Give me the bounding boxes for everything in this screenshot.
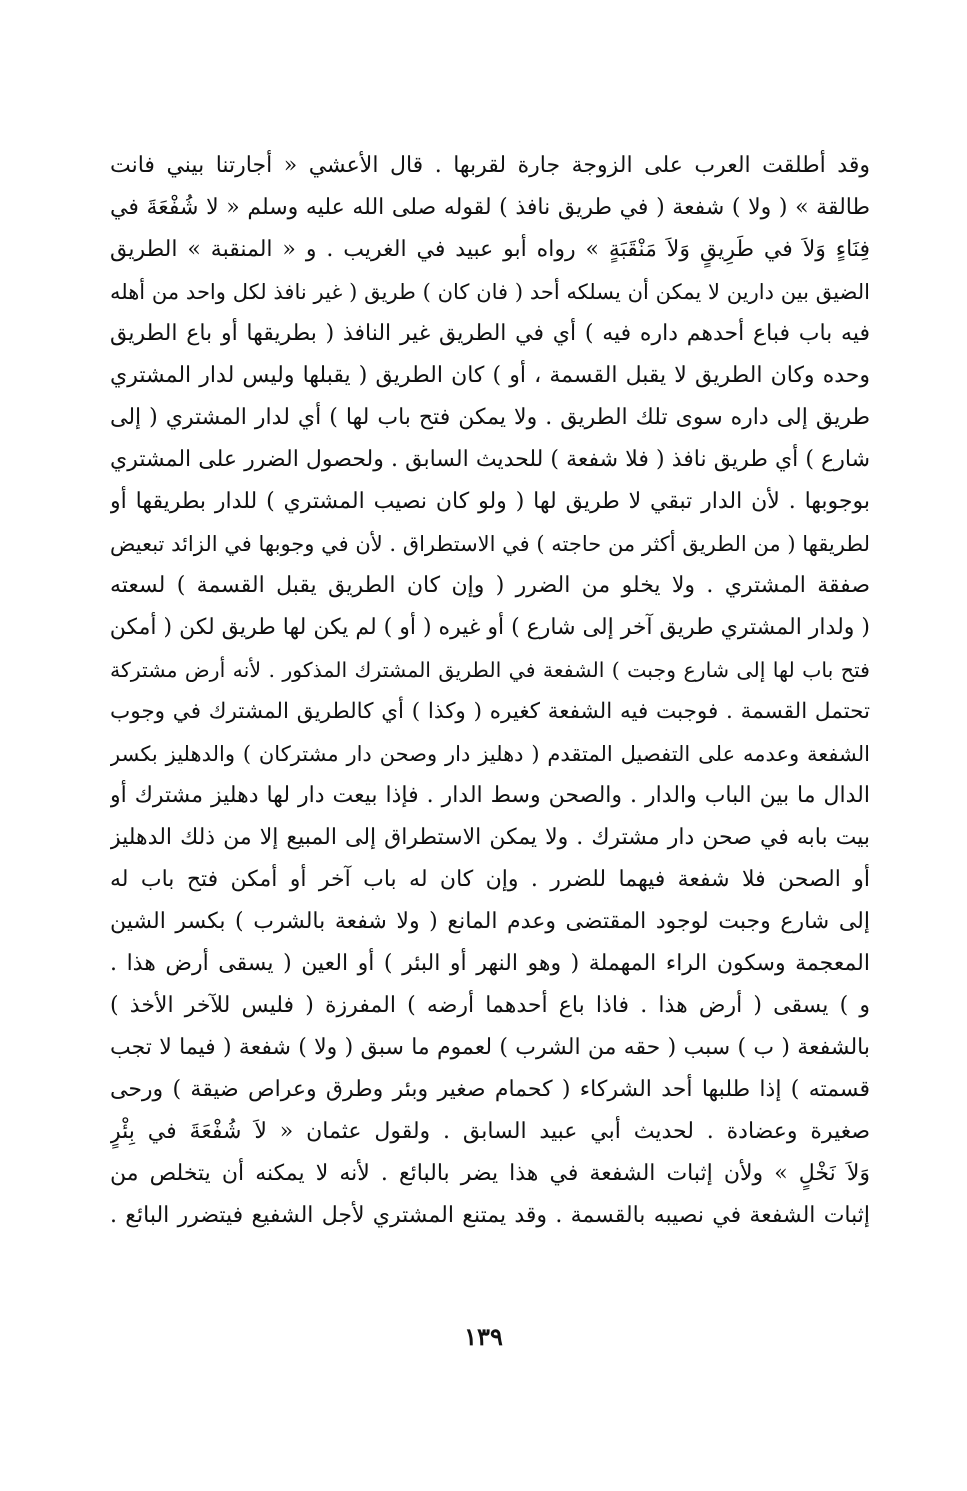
text-line: صغيرة وعضادة . لحديث أبي عبيد السابق . ولقول عثمان « لاَ شُفْعَةَ في بِئْرٍ bbox=[110, 1119, 870, 1144]
text-line: فتح باب لها إلى شارع وجبت ) الشفعة في الطريق المشترك المذكور . لأنه أرض مشتركة bbox=[110, 658, 870, 682]
text-line: صفقة المشتري . ولا يخلو من الضرر ( وإن كان الطريق يقبل القسمة ) لسعته bbox=[110, 573, 870, 598]
text-line: وقد أطلقت العرب على الزوجة جارة لقربها . قال الأعشي « أجارتنا بيني فانت bbox=[110, 153, 870, 178]
text-line: فيه باب فباع أحدهم داره فيه ) أي في الطريق غير النافذ ( بطريقها أو باع الطريق bbox=[110, 321, 870, 346]
body-text bbox=[110, 145, 870, 1237]
text-line: طالقة » ( ولا ) شفعة ( في طريق نافذ ) لقوله صلى الله عليه وسلم « لا شُفْعَةَ في bbox=[110, 195, 870, 220]
text-line: إلى شارع وجبت لوجود المقتضى وعدم المانع ( ولا شفعة بالشرب ) بكسر الشين bbox=[110, 909, 870, 934]
text-line: أو الصحن فلا شفعة فيهما للضرر . وإن كان له باب آخر أو أمكن فتح باب له bbox=[110, 867, 870, 892]
text-line: طريق إلى داره سوى تلك الطريق . ولا يمكن فتح باب لها ) أي لدار المشتري ( إلى bbox=[110, 405, 870, 430]
text-line: تحتمل القسمة . فوجبت فيه الشفعة كغيره ( وكذا ) أي كالطريق المشترك في وجوب bbox=[110, 699, 870, 724]
text-line: بيت بابه في صحن دار مشترك . ولا يمكن الاستطراق إلى المبيع إلا من ذلك الدهليز bbox=[110, 825, 870, 850]
text-line: بالشفعة ( ب ) سبب ( حقه من الشرب ) لعموم ما سبق ( ولا ) شفعة ( فيما لا تجب bbox=[110, 1035, 870, 1060]
text-line: وحده وكان الطريق لا يقبل القسمة ، أو ) كان الطريق ( يقبلها وليس لدار المشتري bbox=[110, 363, 870, 388]
text-line: و ) يسقى ( أرض هذا . فاذا باع أحدهما أرضه ) المفرزة ( فليس للآخر الأخذ ) bbox=[110, 993, 870, 1018]
text-line: الدال ما بين الباب والدار . والصحن وسط الدار . فإذا بيعت دار لها دهليز مشترك أو bbox=[110, 783, 870, 808]
text-line: إثبات الشفعة في نصيبه بالقسمة . وقد يمتنع المشتري لأجل الشفيع فيتضرر البائع . bbox=[110, 1203, 870, 1228]
text-line: فِنَاءٍ وَلاَ في طَرِيقٍ وَلاَ مَنْقَبَةٍ » رواه أبو عبيد في الغريب . و « المنقبة » الطريق bbox=[110, 237, 870, 262]
text-line: وَلاَ نَخْلٍ » ولأن إثبات الشفعة في هذا يضر بالبائع . لأنه لا يمكنه أن يتخلص من bbox=[110, 1161, 870, 1186]
text-line: ( ولدار المشتري طريق آخر إلى شارع ) أو غيره ( أو ) لم يكن لها طريق لكن ( أمكن bbox=[110, 615, 870, 640]
text-line: بوجوبها . لأن الدار تبقي لا طريق لها ( ولو كان نصيب المشتري ) للدار بطريقها أو bbox=[110, 489, 870, 514]
text-line: الشفعة وعدمه على التفصيل المتقدم ( دهليز دار وصحن دار مشتركان ) والدهليز بكسر bbox=[110, 742, 870, 766]
page-number: ١٣٩ bbox=[464, 1322, 503, 1351]
text-line: شارع ) أي طريق نافذ ( فلا شفعة ) للحديث السابق . ولحصول الضرر على المشتري bbox=[110, 447, 870, 472]
text-line: قسمته ) إذا طلبها أحد الشركاء ( كحمام صغير وبئر وطرق وعراص ضيقة ) ورحى bbox=[110, 1077, 870, 1102]
text-line: الضيق بين دارين لا يمكن أن يسلكه أحد ( فان كان ) طريق ( غير نافذ لكل واحد من أهله bbox=[110, 280, 870, 304]
text-line: لطريقها ( من الطريق أكثر من حاجته ) في الاستطراق . لأن في وجوبها في الزائد تبعيض bbox=[110, 532, 870, 556]
text-line: المعجمة وسكون الراء المهملة ( وهو النهر أو البئر ) أو العين ( يسقى أرض هذا . bbox=[110, 951, 870, 976]
